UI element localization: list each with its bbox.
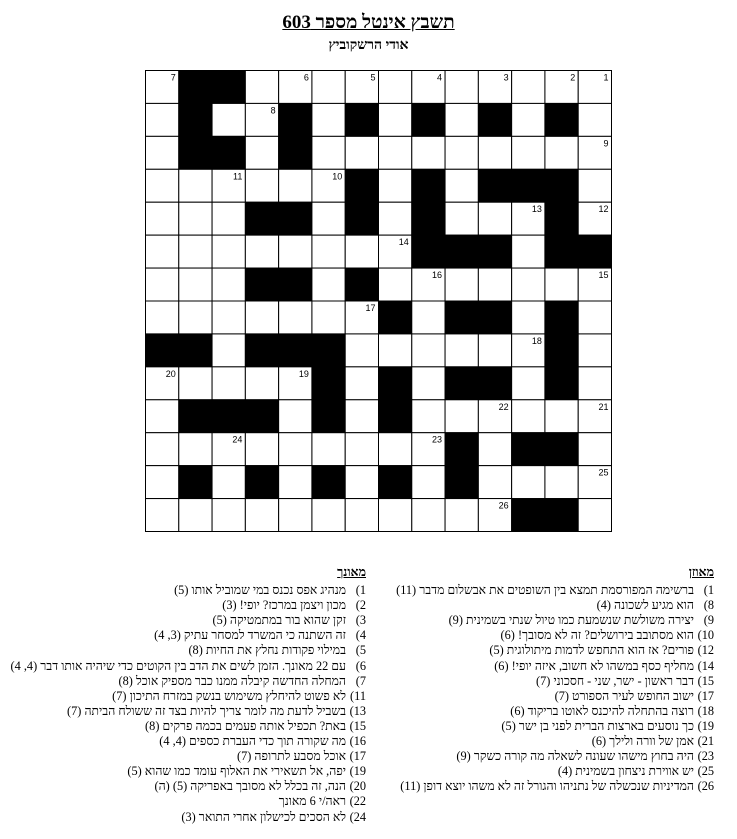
white-cell[interactable] xyxy=(379,268,412,301)
black-cell xyxy=(345,268,378,301)
clue-text: מכון ויצמן במרכז? יופי! (3) xyxy=(222,598,346,613)
white-cell[interactable] xyxy=(179,433,212,466)
black-cell xyxy=(412,169,445,202)
white-cell[interactable] xyxy=(146,169,179,202)
clue-text: הוא מגיע לשכונה (4) xyxy=(596,598,694,613)
cell-number: 15 xyxy=(598,270,609,281)
cell-number: 16 xyxy=(432,270,443,281)
white-cell[interactable] xyxy=(578,169,611,202)
clue-text: יפה, אל תשאירי את האלוף עומד כמו שהוא (5) xyxy=(127,764,346,779)
clue-number: 14) xyxy=(697,658,714,673)
clue-text: המדיניות שנכשלה של נתניהו והגורל זה לא משהו יוצא דופן (11) xyxy=(400,779,694,794)
clue-text: ראה/י 6 מאונך xyxy=(278,794,346,809)
white-cell[interactable] xyxy=(412,367,445,400)
clue-number: 19) xyxy=(349,764,366,779)
clue-text: לא פשוט להיחלץ משימוש בנשק במזרח התיכון (7) xyxy=(112,688,346,703)
cell-number: 5 xyxy=(370,72,376,83)
white-cell[interactable] xyxy=(212,334,245,367)
white-cell[interactable] xyxy=(312,235,345,268)
clue-number: 25) xyxy=(697,764,714,779)
down-clue xyxy=(14,779,366,794)
black-cell xyxy=(412,235,445,268)
clue-text: פורים? אז הוא התחפש לדמות מיתולוגית (5) xyxy=(489,643,694,658)
down-clue xyxy=(14,734,366,749)
black-cell xyxy=(578,235,611,268)
white-cell[interactable] xyxy=(212,202,245,235)
white-cell[interactable] xyxy=(345,433,378,466)
cell-number: 10 xyxy=(332,171,343,182)
black-cell xyxy=(245,466,278,499)
black-cell xyxy=(512,169,545,202)
white-cell[interactable] xyxy=(445,499,478,532)
down-clue xyxy=(14,794,366,809)
clue-number: 24) xyxy=(349,809,366,824)
cell-number: 20 xyxy=(165,368,176,379)
white-cell[interactable] xyxy=(512,103,545,136)
white-cell[interactable] xyxy=(478,466,511,499)
black-cell xyxy=(279,268,312,301)
cell-number: 17 xyxy=(365,303,376,313)
clue-text: בשביל לדעת מה לומר צריך להיות בצד זה ששולח הביתה (7) xyxy=(67,703,346,718)
white-cell[interactable] xyxy=(412,499,445,532)
black-cell xyxy=(478,103,511,136)
clue-number: 11) xyxy=(350,688,366,703)
across-clue xyxy=(402,613,714,628)
white-cell[interactable] xyxy=(345,235,378,268)
white-cell[interactable] xyxy=(445,268,478,301)
black-cell xyxy=(179,136,212,169)
clue-text: המחלה החדשה קיבלה ממנו כבר מספיק אוכל (8) xyxy=(118,673,346,688)
white-cell[interactable] xyxy=(146,499,179,532)
black-cell xyxy=(146,334,179,367)
clue-number: 21) xyxy=(697,734,714,749)
cell-number: 12 xyxy=(598,204,609,215)
white-cell[interactable] xyxy=(512,268,545,301)
white-cell[interactable] xyxy=(545,400,578,433)
white-cell[interactable] xyxy=(345,466,378,499)
black-cell xyxy=(478,169,511,202)
cell-number: 6 xyxy=(303,72,309,83)
black-cell xyxy=(345,103,378,136)
white-cell[interactable] xyxy=(146,433,179,466)
clue-text: ישוב החופש לעיר הספורט (7) xyxy=(554,688,694,703)
black-cell xyxy=(545,334,578,367)
black-cell xyxy=(478,235,511,268)
black-cell xyxy=(312,400,345,433)
white-cell[interactable] xyxy=(212,499,245,532)
white-cell[interactable] xyxy=(412,466,445,499)
clue-text: כך נוסעים בארצות הברית לפני בן ישר (5) xyxy=(501,718,694,733)
black-cell xyxy=(478,367,511,400)
down-clues xyxy=(10,565,366,825)
clue-number: 23) xyxy=(697,749,714,764)
cell-number: 8 xyxy=(270,105,276,116)
black-cell xyxy=(445,367,478,400)
clue-text: אוכל מסבע לתרופה (7) xyxy=(237,749,346,764)
white-cell[interactable] xyxy=(279,169,312,202)
down-clue xyxy=(14,689,366,704)
across-heading: מאוזן xyxy=(688,565,714,579)
cell-number: 24 xyxy=(232,434,243,445)
black-cell xyxy=(245,334,278,367)
cell-number: 13 xyxy=(531,204,542,215)
white-cell[interactable] xyxy=(512,301,545,334)
white-cell[interactable] xyxy=(445,136,478,169)
white-cell[interactable] xyxy=(545,466,578,499)
clue-number: 3) xyxy=(355,613,366,628)
clue-number: 16) xyxy=(349,734,366,749)
across-clue xyxy=(402,779,714,794)
across-clue-list xyxy=(396,583,714,794)
white-cell[interactable] xyxy=(312,71,345,104)
white-cell[interactable] xyxy=(146,301,179,334)
white-cell[interactable] xyxy=(312,103,345,136)
white-cell[interactable] xyxy=(279,499,312,532)
white-cell[interactable] xyxy=(478,202,511,235)
clue-text: מה שקורה תוך כדי העברת כספים (4, 4) xyxy=(159,734,346,749)
white-cell[interactable] xyxy=(478,433,511,466)
white-cell[interactable] xyxy=(379,202,412,235)
black-cell xyxy=(212,71,245,104)
black-cell xyxy=(312,367,345,400)
black-cell xyxy=(445,235,478,268)
white-cell[interactable] xyxy=(179,499,212,532)
across-clue xyxy=(402,674,714,689)
clue-text: באת? תכפיל אותה פעמים בכמה פרקים (8) xyxy=(145,718,346,733)
white-cell[interactable] xyxy=(146,400,179,433)
down-clue xyxy=(14,613,366,628)
black-cell xyxy=(545,499,578,532)
white-cell[interactable] xyxy=(345,136,378,169)
clue-number: 17) xyxy=(349,749,366,764)
white-cell[interactable] xyxy=(412,301,445,334)
across-clue xyxy=(402,628,714,643)
across-clue xyxy=(396,583,714,598)
down-clue xyxy=(14,704,366,719)
across-clue xyxy=(402,598,714,613)
across-clue xyxy=(402,704,714,719)
black-cell xyxy=(245,202,278,235)
across-clue xyxy=(402,749,714,764)
cell-number: 3 xyxy=(503,72,509,83)
white-cell[interactable] xyxy=(312,268,345,301)
clue-number: 4) xyxy=(355,628,366,643)
white-cell[interactable] xyxy=(179,268,212,301)
white-cell[interactable] xyxy=(478,334,511,367)
cell-number: 26 xyxy=(498,500,509,511)
white-cell[interactable] xyxy=(279,235,312,268)
clue-text: מנהיג אפס נכנס במי שמוביל אותו (5) xyxy=(174,583,346,598)
clue-text: לא הסכים לכישלון אחרי התואר (3) xyxy=(181,809,346,824)
white-cell[interactable] xyxy=(545,268,578,301)
black-cell xyxy=(312,334,345,367)
clue-text: הוא מסתובב בירושלים? זה לא מסובך! (6) xyxy=(500,628,694,643)
white-cell[interactable] xyxy=(245,301,278,334)
clue-text: זה השתנה כי המשרד למסחר עתיק (3, 4) xyxy=(154,628,346,643)
black-cell xyxy=(279,136,312,169)
clue-number: 19) xyxy=(697,718,714,733)
white-cell[interactable] xyxy=(512,367,545,400)
white-cell[interactable] xyxy=(279,301,312,334)
white-cell[interactable] xyxy=(212,466,245,499)
black-cell xyxy=(412,202,445,235)
clue-number: 22) xyxy=(349,794,366,809)
clue-text: רוצה בהתחלה להיכנס לאוטו בריקוד (6) xyxy=(510,703,694,718)
clue-number: 1) xyxy=(703,583,714,598)
down-clue xyxy=(14,810,366,825)
clue-number: 9) xyxy=(703,613,714,628)
cell-number: 22 xyxy=(498,401,509,412)
white-cell[interactable] xyxy=(245,367,278,400)
clue-text: מחליף כסף במשהו לא חשוב, איזה יופי! (6) xyxy=(494,658,694,673)
clue-number: 26) xyxy=(697,779,714,794)
black-cell xyxy=(545,235,578,268)
white-cell[interactable] xyxy=(146,268,179,301)
clue-number: 18) xyxy=(697,703,714,718)
white-cell[interactable] xyxy=(545,136,578,169)
white-cell[interactable] xyxy=(245,235,278,268)
black-cell xyxy=(179,400,212,433)
white-cell[interactable] xyxy=(578,103,611,136)
black-cell xyxy=(345,202,378,235)
clue-text: הנה, זה בכלל לא מסובך באפריקה (5) (ה) xyxy=(154,779,346,794)
black-cell xyxy=(445,433,478,466)
clue-number: 15) xyxy=(697,673,714,688)
white-cell[interactable] xyxy=(312,202,345,235)
black-cell xyxy=(245,268,278,301)
down-heading: מאונך xyxy=(337,565,366,579)
clue-number: 8) xyxy=(703,598,714,613)
white-cell[interactable] xyxy=(445,169,478,202)
white-cell[interactable] xyxy=(179,202,212,235)
white-cell[interactable] xyxy=(445,71,478,104)
down-clue-list xyxy=(10,583,366,825)
white-cell[interactable] xyxy=(179,367,212,400)
across-clue xyxy=(402,689,714,704)
puzzle-author: אודי הרשקוביץ xyxy=(328,38,409,53)
white-cell[interactable] xyxy=(445,103,478,136)
white-cell[interactable] xyxy=(146,136,179,169)
clue-number: 6) xyxy=(355,658,366,673)
white-cell[interactable] xyxy=(179,235,212,268)
clue-number: 13) xyxy=(349,703,366,718)
white-cell[interactable] xyxy=(345,499,378,532)
clue-number: 5) xyxy=(355,643,366,658)
black-cell xyxy=(545,103,578,136)
black-cell xyxy=(445,301,478,334)
down-clue xyxy=(14,643,366,658)
white-cell[interactable] xyxy=(379,334,412,367)
white-cell[interactable] xyxy=(345,334,378,367)
black-cell xyxy=(279,103,312,136)
white-cell[interactable] xyxy=(245,71,278,104)
white-cell[interactable] xyxy=(245,433,278,466)
black-cell xyxy=(545,301,578,334)
white-cell[interactable] xyxy=(512,71,545,104)
black-cell xyxy=(279,334,312,367)
white-cell[interactable] xyxy=(512,235,545,268)
black-cell xyxy=(379,301,412,334)
white-cell[interactable] xyxy=(445,334,478,367)
clue-text: אמן של וורה ולילך (6) xyxy=(591,734,694,749)
black-cell xyxy=(512,499,545,532)
white-cell[interactable] xyxy=(212,103,245,136)
white-cell[interactable] xyxy=(312,301,345,334)
white-cell[interactable] xyxy=(379,169,412,202)
white-cell[interactable] xyxy=(212,301,245,334)
down-clue xyxy=(14,674,366,689)
white-cell[interactable] xyxy=(578,367,611,400)
white-cell[interactable] xyxy=(478,136,511,169)
clue-number: 20) xyxy=(349,779,366,794)
white-cell[interactable] xyxy=(578,334,611,367)
black-cell xyxy=(412,103,445,136)
black-cell xyxy=(212,136,245,169)
clue-number: 12) xyxy=(697,643,714,658)
clue-number: 7) xyxy=(355,673,366,688)
cell-number: 14 xyxy=(398,237,409,248)
black-cell xyxy=(179,334,212,367)
cell-number: 1 xyxy=(603,72,609,83)
clue-number: 10) xyxy=(697,628,714,643)
white-cell[interactable] xyxy=(212,235,245,268)
down-clue xyxy=(14,583,366,598)
white-cell[interactable] xyxy=(445,202,478,235)
cell-number: 11 xyxy=(233,171,243,182)
white-cell[interactable] xyxy=(312,433,345,466)
white-cell[interactable] xyxy=(379,433,412,466)
down-clue xyxy=(14,764,366,779)
black-cell xyxy=(179,71,212,104)
cell-number: 23 xyxy=(432,434,443,445)
clue-text: עם 22 מאונך. הזמן לשים את הדב בין הקוטים כדי שיהיה אותו דבר (4, 4) xyxy=(10,658,346,673)
black-cell xyxy=(212,400,245,433)
down-clue xyxy=(14,719,366,734)
cell-number: 4 xyxy=(437,72,443,83)
white-cell[interactable] xyxy=(312,499,345,532)
white-cell[interactable] xyxy=(412,334,445,367)
white-cell[interactable] xyxy=(379,71,412,104)
grid-svg xyxy=(145,70,612,532)
down-clue xyxy=(10,658,366,674)
black-cell xyxy=(379,400,412,433)
black-cell xyxy=(345,169,378,202)
clue-number: 2) xyxy=(355,598,366,613)
white-cell[interactable] xyxy=(578,301,611,334)
black-cell xyxy=(245,400,278,433)
clue-text: זקן שהוא בור במתמטיקה (5) xyxy=(212,613,346,628)
white-cell[interactable] xyxy=(379,136,412,169)
across-clues xyxy=(396,565,714,794)
clue-number: 15) xyxy=(349,718,366,733)
white-cell[interactable] xyxy=(179,169,212,202)
white-cell[interactable] xyxy=(146,235,179,268)
white-cell[interactable] xyxy=(512,466,545,499)
crossword-grid[interactable] xyxy=(145,70,612,532)
clue-text: במילוי פקודות נחלץ את החיות (8) xyxy=(188,643,346,658)
black-cell xyxy=(379,466,412,499)
white-cell[interactable] xyxy=(312,136,345,169)
across-clue xyxy=(402,643,714,658)
white-cell[interactable] xyxy=(478,268,511,301)
across-clue xyxy=(402,719,714,734)
clue-text: היה בחוץ מישהו שעונה לשאלה מה קורה כשקר (9) xyxy=(456,749,694,764)
white-cell[interactable] xyxy=(578,499,611,532)
white-cell[interactable] xyxy=(146,103,179,136)
white-cell[interactable] xyxy=(245,169,278,202)
clue-text: יש אווירת ניצחון בשמינית (4) xyxy=(557,764,694,779)
black-cell xyxy=(312,466,345,499)
cell-number: 9 xyxy=(603,138,609,149)
white-cell[interactable] xyxy=(445,400,478,433)
white-cell[interactable] xyxy=(146,466,179,499)
clue-text: יצירה משולשת שנשמעת כמו טיול שנתי בשמינית (9) xyxy=(448,613,694,628)
black-cell xyxy=(445,466,478,499)
across-clue xyxy=(402,764,714,779)
cell-number: 25 xyxy=(598,467,609,478)
black-cell xyxy=(512,433,545,466)
white-cell[interactable] xyxy=(345,367,378,400)
white-cell[interactable] xyxy=(245,136,278,169)
white-cell[interactable] xyxy=(512,400,545,433)
down-clue xyxy=(14,749,366,764)
puzzle-title: תשבץ אינטל מספר 603 xyxy=(282,12,455,33)
across-clue xyxy=(402,659,714,674)
white-cell[interactable] xyxy=(512,136,545,169)
clue-number: 1) xyxy=(355,583,366,598)
white-cell[interactable] xyxy=(212,367,245,400)
white-cell[interactable] xyxy=(412,400,445,433)
black-cell xyxy=(179,103,212,136)
black-cell xyxy=(179,466,212,499)
white-cell[interactable] xyxy=(279,433,312,466)
clue-text: ברשימה המפורסמת תמצא בין השופטים את אבשלום מדבר (11) xyxy=(396,583,694,598)
down-clue xyxy=(14,628,366,643)
white-cell[interactable] xyxy=(146,202,179,235)
white-cell[interactable] xyxy=(212,268,245,301)
white-cell[interactable] xyxy=(379,103,412,136)
black-cell xyxy=(379,367,412,400)
black-cell xyxy=(545,202,578,235)
clue-number: 17) xyxy=(697,688,714,703)
white-cell[interactable] xyxy=(412,136,445,169)
cell-number: 19 xyxy=(298,368,309,379)
black-cell xyxy=(478,301,511,334)
cell-number: 7 xyxy=(170,72,176,83)
down-clue xyxy=(14,598,366,613)
white-cell[interactable] xyxy=(179,301,212,334)
white-cell[interactable] xyxy=(345,400,378,433)
black-cell xyxy=(545,433,578,466)
white-cell[interactable] xyxy=(279,400,312,433)
cell-number: 2 xyxy=(570,72,576,83)
black-cell xyxy=(545,367,578,400)
white-cell[interactable] xyxy=(279,466,312,499)
black-cell xyxy=(545,169,578,202)
white-cell[interactable] xyxy=(245,499,278,532)
cell-number: 18 xyxy=(531,335,542,346)
clue-text: דבר ראשון - ישר, שני - חסכוני (7) xyxy=(536,673,694,688)
across-clue xyxy=(402,734,714,749)
black-cell xyxy=(279,202,312,235)
white-cell[interactable] xyxy=(578,433,611,466)
white-cell[interactable] xyxy=(379,499,412,532)
cell-number: 21 xyxy=(598,401,609,412)
